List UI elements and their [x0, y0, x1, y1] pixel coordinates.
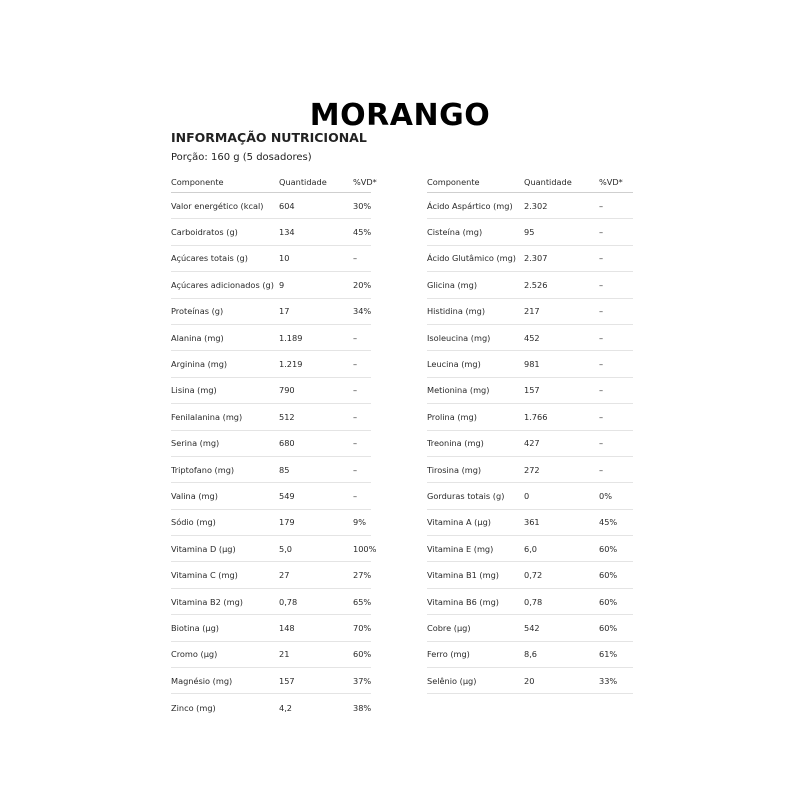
column-header-component: Componente	[171, 177, 224, 187]
component-vd: –	[599, 306, 604, 317]
component-quantity: 10	[279, 253, 290, 264]
component-name: Metionina (mg)	[427, 385, 490, 396]
component-vd: –	[353, 253, 358, 264]
component-name: Ferro (mg)	[427, 649, 470, 660]
component-quantity: 217	[524, 306, 540, 317]
table-row	[171, 351, 371, 377]
component-vd: 34%	[353, 306, 372, 317]
component-name: Cobre (µg)	[427, 622, 471, 633]
component-name: Cromo (µg)	[171, 649, 218, 660]
component-quantity: 0,72	[524, 570, 543, 581]
component-name: Triptofano (mg)	[171, 464, 235, 475]
component-vd: –	[599, 332, 604, 343]
table-row	[427, 589, 633, 615]
component-name: Valor energético (kcal)	[171, 200, 264, 211]
component-name: Tirosina (mg)	[427, 464, 482, 475]
component-vd: –	[353, 438, 358, 449]
component-vd: 60%	[599, 622, 618, 633]
column-header-quantity: Quantidade	[279, 177, 327, 187]
component-vd: –	[599, 253, 604, 264]
component-quantity: 2.307	[524, 253, 548, 264]
table-row	[427, 668, 633, 694]
component-quantity: 0,78	[524, 596, 543, 607]
component-quantity: 549	[279, 490, 295, 501]
component-vd: 0%	[599, 490, 612, 501]
component-vd: 70%	[353, 622, 372, 633]
component-quantity: 5,0	[279, 543, 293, 554]
component-name: Lisina (mg)	[171, 385, 217, 396]
column-header-component: Componente	[427, 177, 480, 187]
component-name: Valina (mg)	[171, 490, 218, 501]
table-row	[427, 193, 633, 219]
component-name: Gorduras totais (g)	[427, 490, 505, 501]
component-quantity: 452	[524, 332, 540, 343]
table-row	[427, 431, 633, 457]
component-name: Selênio (µg)	[427, 675, 477, 686]
table-row	[171, 589, 371, 615]
component-name: Vitamina C (mg)	[171, 570, 238, 581]
table-row	[171, 299, 371, 325]
component-vd: –	[353, 332, 358, 343]
component-vd: –	[599, 438, 604, 449]
component-quantity: 157	[279, 675, 295, 686]
table-row	[171, 668, 371, 694]
component-name: Prolina (mg)	[427, 411, 477, 422]
table-row	[427, 404, 633, 430]
table-row	[427, 351, 633, 377]
table-row	[427, 457, 633, 483]
component-quantity: 1.219	[279, 359, 303, 370]
column-header-vd: %VD*	[353, 177, 377, 187]
component-quantity: 4,2	[279, 702, 293, 713]
component-name: Vitamina B6 (mg)	[427, 596, 499, 607]
table-row	[427, 219, 633, 245]
table-row	[171, 325, 371, 351]
component-quantity: 790	[279, 385, 295, 396]
component-name: Histidina (mg)	[427, 306, 486, 317]
component-quantity: 6,0	[524, 543, 538, 554]
component-vd: –	[353, 490, 358, 501]
table-row	[427, 378, 633, 404]
component-name: Vitamina B2 (mg)	[171, 596, 243, 607]
table-row	[171, 457, 371, 483]
nutrition-table-right	[427, 172, 633, 694]
component-vd: –	[599, 279, 604, 290]
portion-size: Porção: 160 g (5 dosadores)	[171, 152, 312, 163]
table-row	[171, 431, 371, 457]
table-row	[427, 246, 633, 272]
component-vd: 61%	[599, 649, 618, 660]
component-vd: 38%	[353, 702, 372, 713]
component-quantity: 134	[279, 227, 295, 238]
component-name: Vitamina D (µg)	[171, 543, 236, 554]
component-quantity: 272	[524, 464, 540, 475]
component-vd: 37%	[353, 675, 372, 686]
column-header-vd: %VD*	[599, 177, 623, 187]
component-vd: 60%	[599, 570, 618, 581]
table-row	[427, 562, 633, 588]
nutrition-info-heading: INFORMAÇÃO NUTRICIONAL	[171, 130, 367, 145]
component-name: Sódio (mg)	[171, 517, 216, 528]
table-row	[171, 510, 371, 536]
component-name: Treonina (mg)	[427, 438, 484, 449]
component-vd: –	[353, 359, 358, 370]
component-quantity: 542	[524, 622, 540, 633]
table-header	[427, 172, 633, 193]
column-header-quantity: Quantidade	[524, 177, 572, 187]
component-quantity: 680	[279, 438, 295, 449]
component-vd: 45%	[353, 227, 372, 238]
table-row	[171, 246, 371, 272]
component-name: Ácido Aspártico (mg)	[427, 200, 513, 211]
component-name: Magnésio (mg)	[171, 675, 233, 686]
component-quantity: 8,6	[524, 649, 538, 660]
component-quantity: 157	[524, 385, 540, 396]
table-body-left	[171, 193, 377, 721]
component-name: Fenilalanina (mg)	[171, 411, 243, 422]
component-vd: 45%	[599, 517, 618, 528]
table-row	[171, 536, 377, 562]
table-row	[427, 510, 633, 536]
table-row	[171, 378, 371, 404]
flavor-title: MORANGO	[309, 98, 491, 133]
component-vd: 100%	[353, 543, 377, 554]
component-vd: 33%	[599, 675, 618, 686]
component-quantity: 20	[524, 675, 535, 686]
component-name: Alanina (mg)	[171, 332, 224, 343]
component-quantity: 0,78	[279, 596, 298, 607]
component-vd: 27%	[353, 570, 372, 581]
component-vd: 9%	[353, 517, 366, 528]
component-name: Ácido Glutâmico (mg)	[427, 253, 517, 264]
component-quantity: 27	[279, 570, 290, 581]
component-vd: 65%	[353, 596, 372, 607]
component-quantity: 427	[524, 438, 540, 449]
table-row	[171, 562, 371, 588]
component-vd: –	[353, 411, 358, 422]
component-quantity: 179	[279, 517, 295, 528]
component-name: Proteínas (g)	[171, 306, 224, 317]
component-vd: –	[599, 200, 604, 211]
table-row	[427, 272, 633, 298]
table-header	[171, 172, 377, 193]
component-vd: –	[353, 464, 358, 475]
component-quantity: 0	[524, 490, 530, 501]
table-row	[171, 483, 371, 509]
table-body-right	[427, 193, 633, 694]
component-name: Zinco (mg)	[171, 702, 216, 713]
component-name: Biotina (µg)	[171, 622, 219, 633]
component-name: Leucina (mg)	[427, 359, 481, 370]
table-row	[427, 325, 633, 351]
table-row	[171, 642, 371, 668]
component-vd: 60%	[599, 596, 618, 607]
component-quantity: 9	[279, 279, 285, 290]
table-row	[171, 193, 371, 219]
component-quantity: 17	[279, 306, 290, 317]
table-row	[171, 272, 371, 298]
component-vd: 60%	[353, 649, 372, 660]
component-name: Isoleucina (mg)	[427, 332, 491, 343]
table-row	[171, 219, 371, 245]
table-row	[427, 483, 633, 509]
component-quantity: 148	[279, 622, 295, 633]
component-quantity: 85	[279, 464, 290, 475]
component-vd: 20%	[353, 279, 372, 290]
component-name: Açúcares totais (g)	[171, 253, 248, 264]
component-quantity: 21	[279, 649, 290, 660]
table-row	[427, 536, 633, 562]
component-vd: –	[599, 359, 604, 370]
component-quantity: 95	[524, 227, 535, 238]
component-name: Vitamina E (mg)	[427, 543, 494, 554]
component-vd: –	[599, 385, 604, 396]
component-name: Vitamina A (µg)	[427, 517, 491, 528]
table-row	[171, 404, 371, 430]
component-quantity: 2.526	[524, 279, 548, 290]
component-vd: –	[353, 385, 358, 396]
component-name: Arginina (mg)	[171, 359, 228, 370]
table-row	[171, 615, 371, 641]
component-name: Serina (mg)	[171, 438, 220, 449]
nutrition-table-left	[171, 172, 377, 721]
component-vd: –	[599, 227, 604, 238]
component-quantity: 361	[524, 517, 540, 528]
component-name: Carboidratos (g)	[171, 227, 238, 238]
table-row	[427, 299, 633, 325]
component-quantity: 1.766	[524, 411, 548, 422]
table-row	[171, 694, 371, 720]
component-vd: –	[599, 411, 604, 422]
component-vd: –	[599, 464, 604, 475]
component-name: Glicina (mg)	[427, 279, 478, 290]
table-row	[427, 615, 633, 641]
component-vd: 30%	[353, 200, 372, 211]
component-quantity: 981	[524, 359, 540, 370]
component-name: Açúcares adicionados (g)	[171, 279, 274, 290]
component-quantity: 1.189	[279, 332, 303, 343]
component-vd: 60%	[599, 543, 618, 554]
component-name: Vitamina B1 (mg)	[427, 570, 499, 581]
table-row	[427, 642, 633, 668]
component-quantity: 2.302	[524, 200, 548, 211]
component-name: Cisteína (mg)	[427, 227, 483, 238]
component-quantity: 604	[279, 200, 295, 211]
component-quantity: 512	[279, 411, 295, 422]
